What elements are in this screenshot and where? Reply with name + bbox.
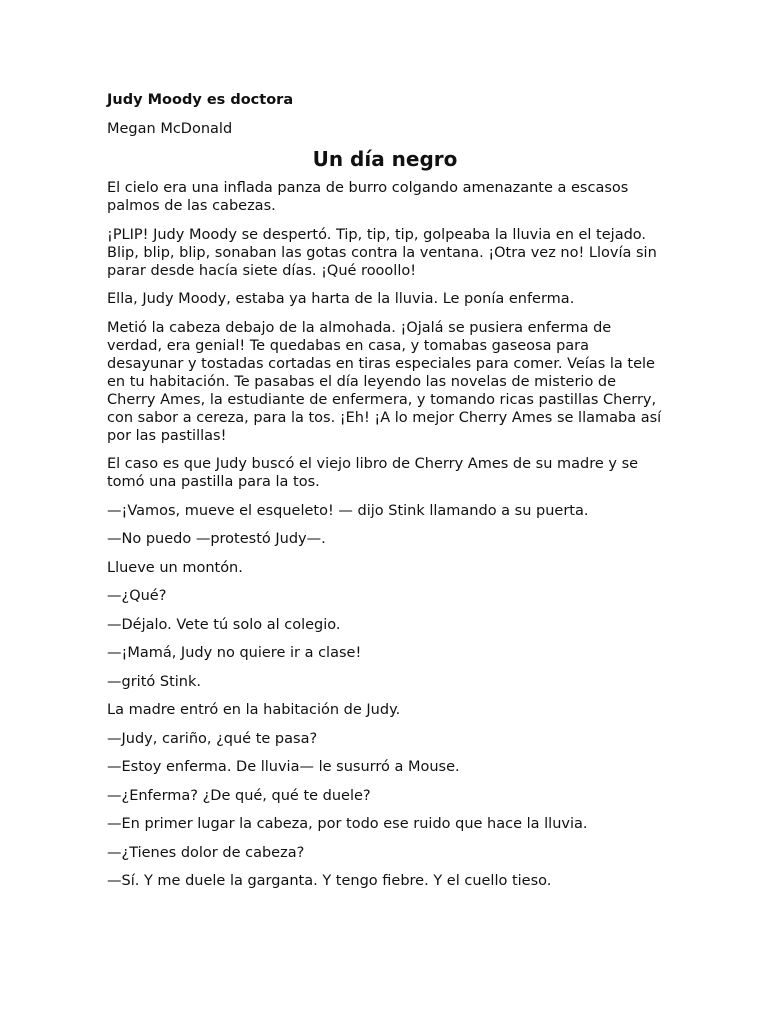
paragraph: —No puedo —protestó Judy—. bbox=[107, 531, 326, 547]
paragraph: —¿Enferma? ¿De qué, qué te duele? bbox=[107, 787, 371, 804]
book-title: Judy Moody es doctora bbox=[107, 92, 294, 108]
paragraph: —gritó Stink. bbox=[107, 673, 201, 690]
paragraph: La madre entró en la habitación de Judy. bbox=[107, 702, 401, 718]
paragraph: —Judy, cariño, ¿qué te pasa? bbox=[107, 730, 318, 747]
paragraph: —¿Qué? bbox=[107, 588, 167, 604]
author-name: Megan McDonald bbox=[107, 121, 233, 137]
paragraph: Llueve un montón. bbox=[107, 559, 243, 576]
paragraph: —¿Tienes dolor de cabeza? bbox=[107, 844, 305, 861]
paragraph: Metió la cabeza debajo de la almohada. ¡Ojalá se pusiera enferma de verdad, era genial! Te quedabas en casa, y tomabas gaseosa para desayunar y tostadas cortadas en tiras especiales para comer. Veías la tele en tu habitación. Te pasabas el día leyendo las novelas de misterio de Cherry Ames, la estudiante de enfermera, y tomando ricas pastillas Cherry, con sabor a cereza, para la tos. ¡Eh! ¡A lo mejor Cherry Ames se llamaba así por las pastillas! bbox=[107, 319, 662, 444]
paragraph: ¡PLIP! Judy Moody se despertó. Tip, tip, tip, golpeaba la lluvia en el tejado. Blip, blip, blip, sonaban las gotas contra la ventana. ¡Otra vez no! Llovía sin parar desde hacía siete días. ¡Qué rooollo! bbox=[107, 226, 657, 279]
paragraph: El caso es que Judy buscó el viejo libro de Cherry Ames de su madre y se tomó una pastilla para la tos. bbox=[107, 456, 639, 490]
chapter-title: Un día negro bbox=[312, 147, 458, 171]
paragraph: El cielo era una inflada panza de burro colgando amenazante a escasos palmos de las cabezas. bbox=[107, 180, 629, 214]
paragraph: —Déjalo. Vete tú solo al colegio. bbox=[107, 616, 341, 633]
paragraph: —Estoy enferma. De lluvia— le susurró a Mouse. bbox=[107, 759, 460, 775]
body-text bbox=[107, 179, 663, 890]
paragraph: —¡Mamá, Judy no quiere ir a clase! bbox=[107, 645, 362, 661]
paragraph: Ella, Judy Moody, estaba ya harta de la lluvia. Le ponía enferma. bbox=[107, 291, 575, 307]
paragraph: —En primer lugar la cabeza, por todo ese ruido que hace la lluvia. bbox=[107, 816, 588, 832]
paragraph: —Sí. Y me duele la garganta. Y tengo fiebre. Y el cuello tieso. bbox=[107, 873, 552, 889]
paragraph: —¡Vamos, mueve el esqueleto! — dijo Stink llamando a su puerta. bbox=[107, 502, 589, 519]
document-page bbox=[107, 90, 663, 901]
